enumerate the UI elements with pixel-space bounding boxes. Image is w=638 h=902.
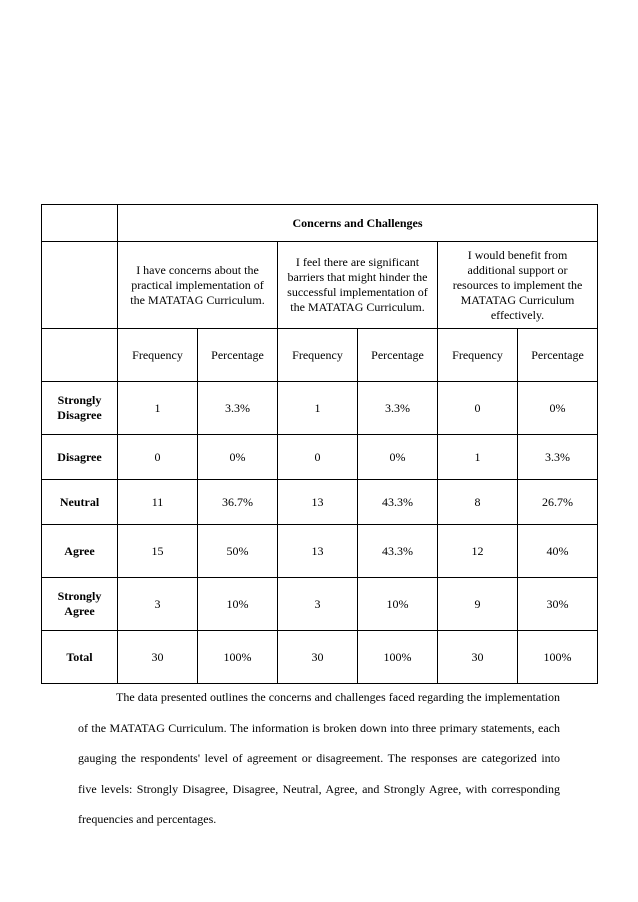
- table-cell: 13: [278, 525, 358, 578]
- table-cell: 30: [438, 631, 518, 684]
- table-cell: 3.3%: [198, 382, 278, 435]
- table-cell: 13: [278, 480, 358, 525]
- row-label: Strongly Agree: [42, 578, 118, 631]
- table-row: [42, 435, 598, 480]
- concerns-challenges-table: [41, 204, 598, 684]
- table-cell: 26.7%: [518, 480, 598, 525]
- table-cell: 50%: [198, 525, 278, 578]
- table-cell: 3: [118, 578, 198, 631]
- table-cell: 43.3%: [358, 480, 438, 525]
- subheader-row: [42, 329, 598, 382]
- table-cell: 10%: [358, 578, 438, 631]
- table-row: [42, 382, 598, 435]
- subheader-frequency: Frequency: [118, 329, 198, 382]
- table-cell: 40%: [518, 525, 598, 578]
- table-row: [42, 480, 598, 525]
- row-label: Total: [42, 631, 118, 684]
- table-cell: 43.3%: [358, 525, 438, 578]
- body-paragraph: The data presented outlines the concerns and challenges faced regarding the implementation of the MATATAG Curriculum. The information is broken down into three primary statements, each gauging the respondents' level of agreement or disagreement. The responses are categorized into five levels: Strongly Disagree, Disagree, Neutral, Agree, and Strongly Agree, with corresponding frequencies and percentages.: [78, 690, 560, 826]
- row-label: Disagree: [42, 435, 118, 480]
- table-cell: 100%: [518, 631, 598, 684]
- statement-row: [42, 242, 598, 329]
- table-cell: 0%: [198, 435, 278, 480]
- table-row: [42, 578, 598, 631]
- table-cell: 0: [278, 435, 358, 480]
- statement-1: I have concerns about the practical implementation of the MATATAG Curriculum.: [118, 242, 278, 329]
- table-cell: 100%: [358, 631, 438, 684]
- subheader-frequency: Frequency: [438, 329, 518, 382]
- table-cell: 0%: [518, 382, 598, 435]
- table-title-row: [42, 205, 598, 242]
- table-row: [42, 525, 598, 578]
- table-cell: 0: [118, 435, 198, 480]
- corner-cell: [42, 205, 118, 242]
- table-cell: 10%: [198, 578, 278, 631]
- subheader-percentage: Percentage: [518, 329, 598, 382]
- subheader-percentage: Percentage: [358, 329, 438, 382]
- table-cell: 1: [278, 382, 358, 435]
- subheader-percentage: Percentage: [198, 329, 278, 382]
- table-cell: 0%: [358, 435, 438, 480]
- table-cell: 1: [118, 382, 198, 435]
- row-label: Strongly Disagree: [42, 382, 118, 435]
- table-cell: 3: [278, 578, 358, 631]
- table-cell: 36.7%: [198, 480, 278, 525]
- table-cell: 30%: [518, 578, 598, 631]
- row-label: Neutral: [42, 480, 118, 525]
- table-cell: 30: [278, 631, 358, 684]
- table-title: Concerns and Challenges: [118, 205, 598, 242]
- table-cell: 3.3%: [518, 435, 598, 480]
- table-cell: 8: [438, 480, 518, 525]
- corner-cell: [42, 242, 118, 329]
- table-cell: 9: [438, 578, 518, 631]
- table-cell: 0: [438, 382, 518, 435]
- subheader-frequency: Frequency: [278, 329, 358, 382]
- table-cell: 12: [438, 525, 518, 578]
- statement-2: I feel there are significant barriers that might hinder the successful implementation of the MATATAG Curriculum.: [278, 242, 438, 329]
- table-cell: 15: [118, 525, 198, 578]
- row-label: Agree: [42, 525, 118, 578]
- statement-3: I would benefit from additional support or resources to implement the MATATAG Curriculum effectively.: [438, 242, 598, 329]
- corner-cell: [42, 329, 118, 382]
- table-cell: 30: [118, 631, 198, 684]
- table-cell: 100%: [198, 631, 278, 684]
- table-cell: 1: [438, 435, 518, 480]
- table-row: [42, 631, 598, 684]
- table-cell: 11: [118, 480, 198, 525]
- table-cell: 3.3%: [358, 382, 438, 435]
